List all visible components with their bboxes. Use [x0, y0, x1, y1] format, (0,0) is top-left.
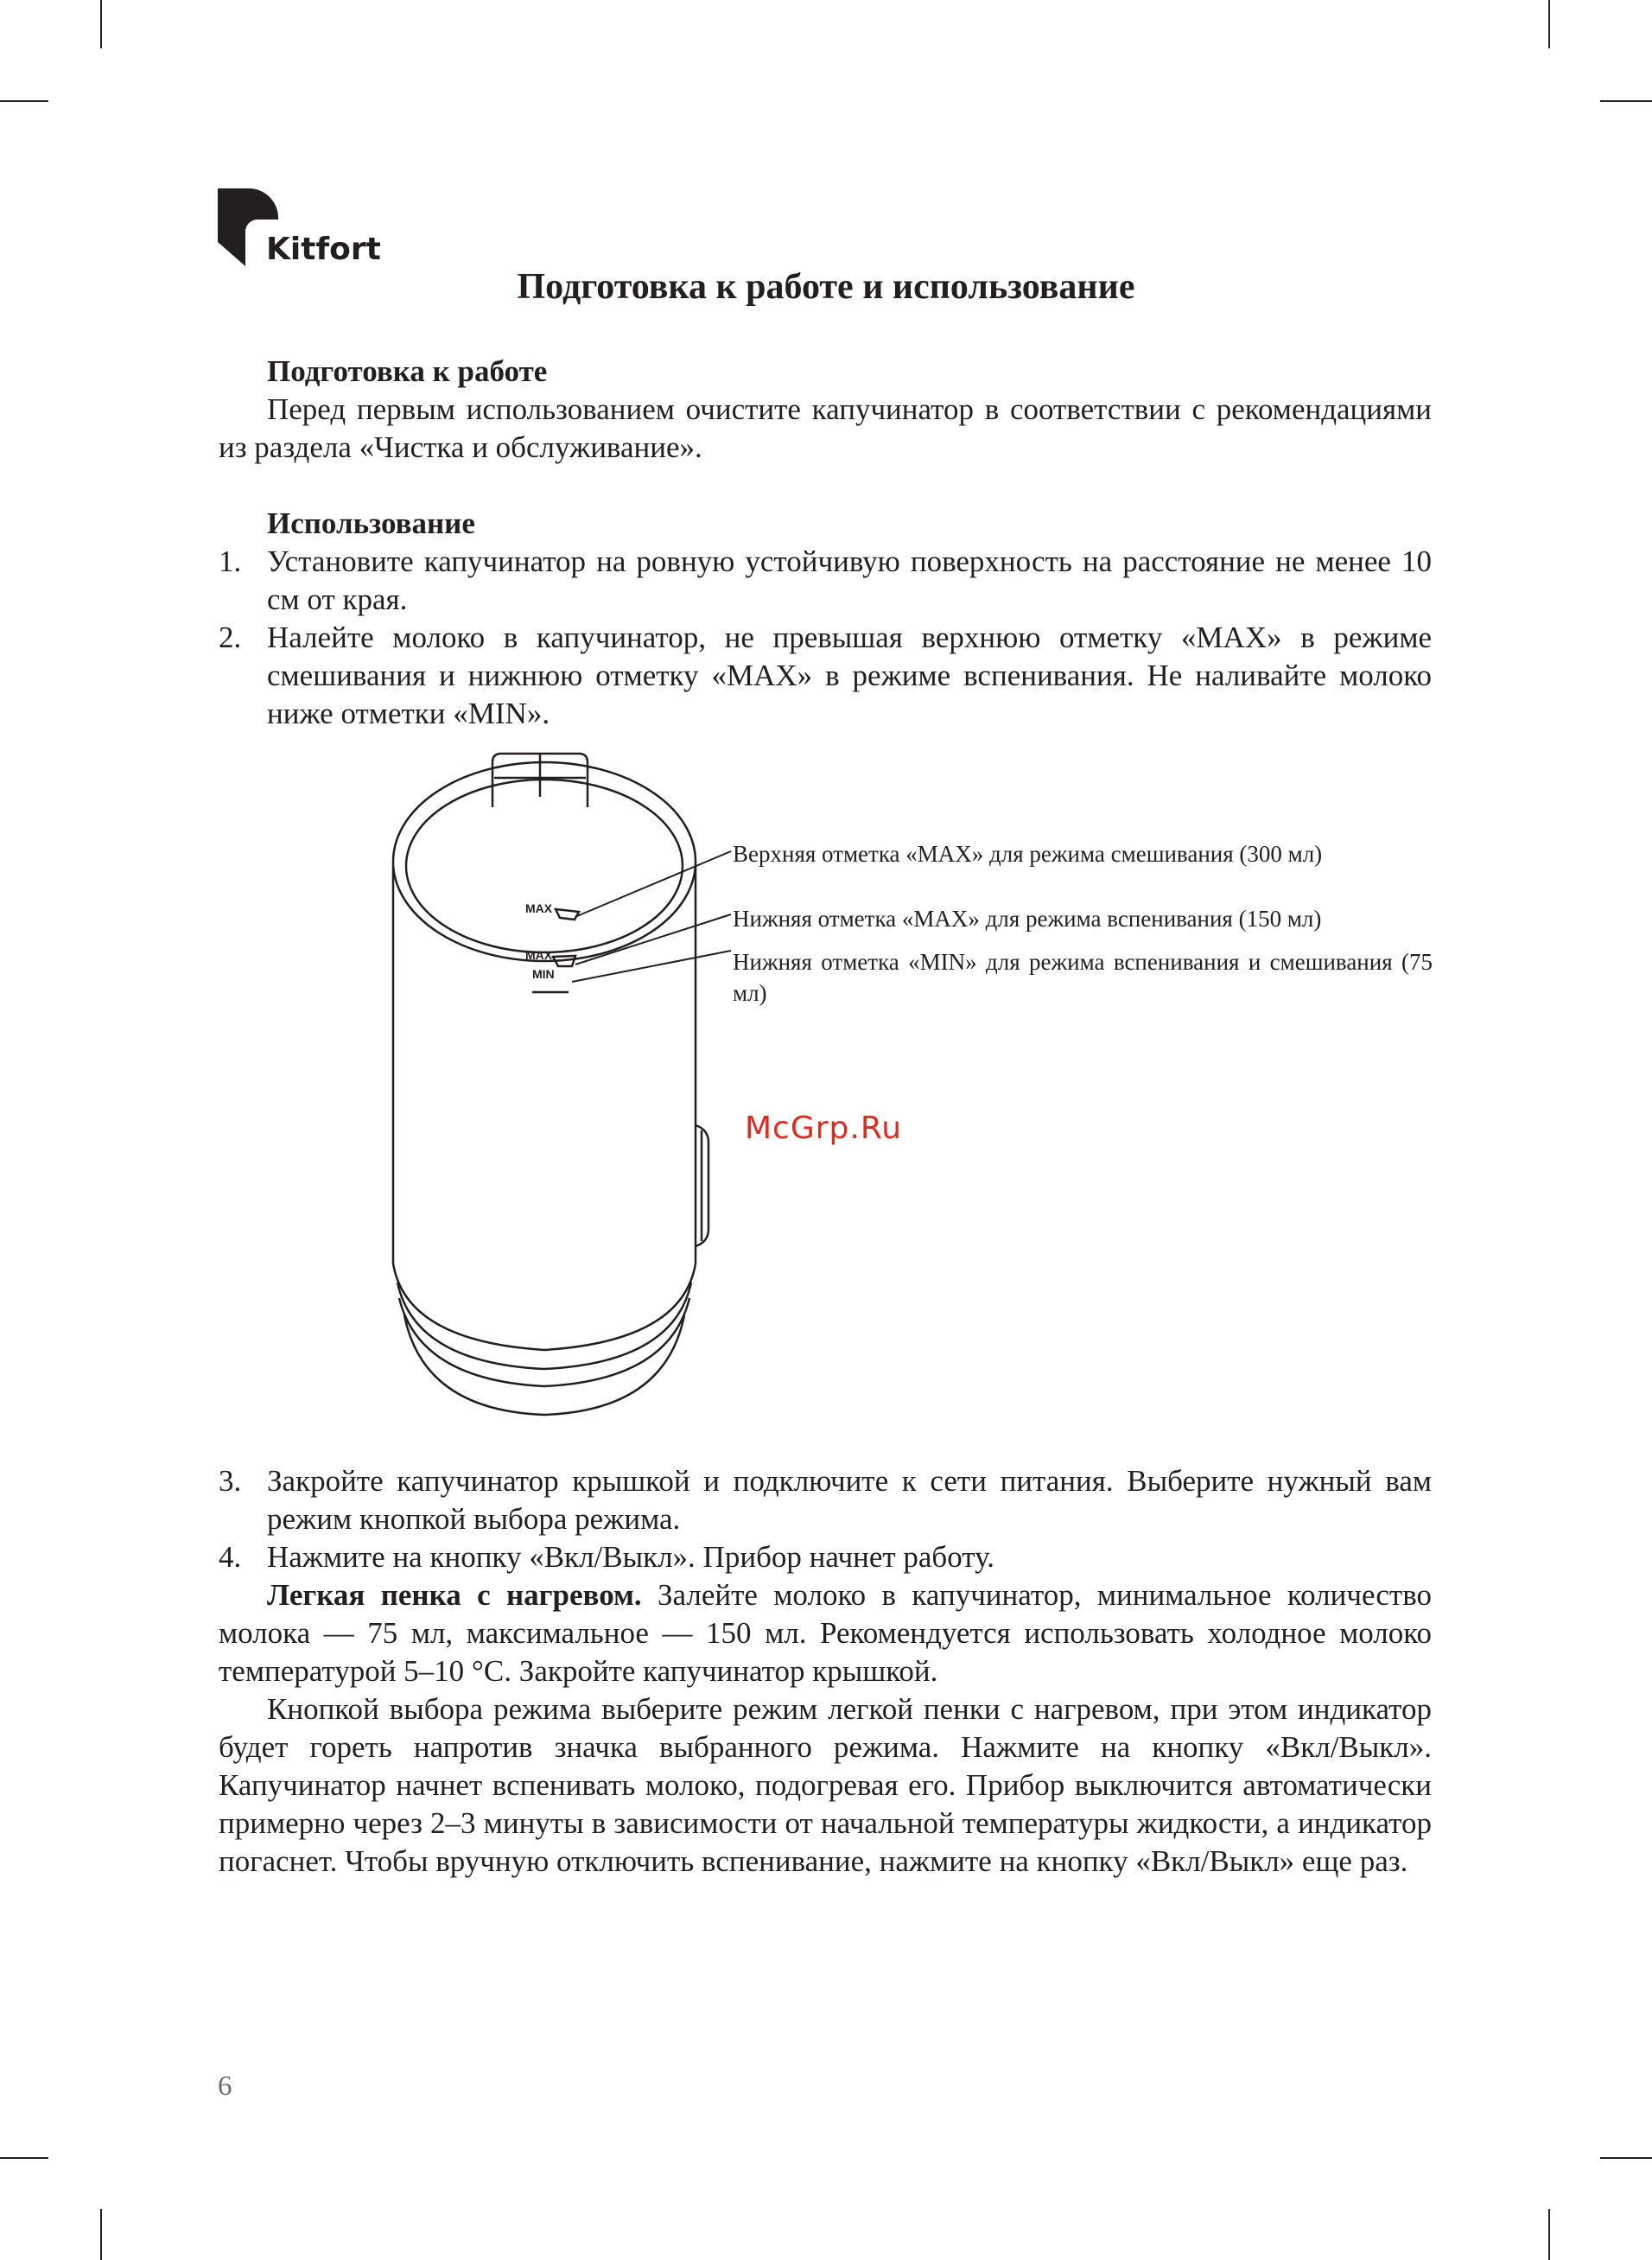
callout-leaders [570, 847, 743, 994]
light-foam-lead: Легкая пенка с нагревом. [267, 1578, 642, 1612]
mark-max-lower: MAX [525, 948, 553, 962]
list-text: Закройте капучинатор крышкой и подключите к сети питания. Выберите нужный вам режим кнопкой выбора режима. [267, 1464, 1432, 1536]
brand-name: Kitfort [266, 232, 381, 267]
page-number: 6 [218, 2071, 232, 2102]
list-item [219, 1462, 1432, 1538]
list-number: 3. [219, 1464, 242, 1498]
callout-min: Нижняя отметка «MIN» для режима вспенивания и смешивания (75 мл) [733, 949, 1433, 1006]
list-number: 4. [219, 1540, 242, 1574]
callout-max-lower: Нижняя отметка «MAX» для режима вспенивания (150 мл) [733, 906, 1322, 932]
crop-mark [1548, 0, 1550, 48]
list-item [219, 1538, 1432, 1576]
page-title: Подготовка к работе и использование [517, 267, 1135, 307]
crop-mark [100, 2209, 102, 2260]
crop-mark [0, 100, 48, 102]
mark-max-upper: MAX [525, 901, 553, 915]
list-text: Нажмите на кнопку «Вкл/Выкл». Прибор начнет работу. [267, 1540, 994, 1574]
prep-paragraph: Перед первым использованием очистите капучинатор в соответствии с рекомендациями из раздела «Чистка и обслуживание». [219, 392, 1432, 464]
crop-mark [0, 2157, 48, 2159]
mode-paragraph: Кнопкой выбора режима выберите режим легкой пенки с нагревом, при этом индикатор будет гореть напротив значка выбранного режима. Нажмите на кнопку «Вкл/Выкл». Капучинатор начнет вспенивать молоко, подогревая его. Прибор выключится автоматически примерно через 2–3 минуты в зависимости от начальной температуры жидкости, а индикатор погаснет. Чтобы вручную отключить вспенивание, нажмите на кнопку «Вкл/Выкл» еще раз. [219, 1692, 1432, 1878]
light-foam-paragraph [219, 1576, 1432, 1690]
list-item [219, 543, 1432, 619]
callout-max-upper: Верхняя отметка «MAX» для режима смешивания (300 мл) [733, 841, 1323, 867]
list-number: 1. [219, 544, 242, 578]
section-heading-use: Использование [267, 506, 475, 540]
mark-min: MIN [532, 967, 555, 981]
list-number: 2. [219, 621, 242, 654]
crop-mark [1600, 2157, 1652, 2159]
crop-mark [1548, 2209, 1550, 2260]
section-heading-prep: Подготовка к работе [267, 354, 548, 388]
list-text: Установите капучинатор на ровную устойчивую поверхность на расстояние не менее 10 см от края. [267, 544, 1432, 616]
watermark: McGrp.Ru [745, 1111, 903, 1146]
list-item [219, 619, 1432, 733]
light-foam-text: Залейте молоко в капучинатор, минимальное количество молока — 75 мл, максимальное — 150 мл. Рекомендуется использовать холодное молоко температурой 5–10 °С. Закройте капучинатор крышкой. [219, 1578, 1432, 1688]
list-text: Налейте молоко в капучинатор, не превышая верхнюю отметку «MAX» в режиме смешивания и нижнюю отметку «MAX» в режиме вспенивания. Не наливайте молоко ниже отметки «MIN». [267, 621, 1432, 730]
crop-mark [100, 0, 102, 48]
crop-mark [1600, 100, 1652, 102]
